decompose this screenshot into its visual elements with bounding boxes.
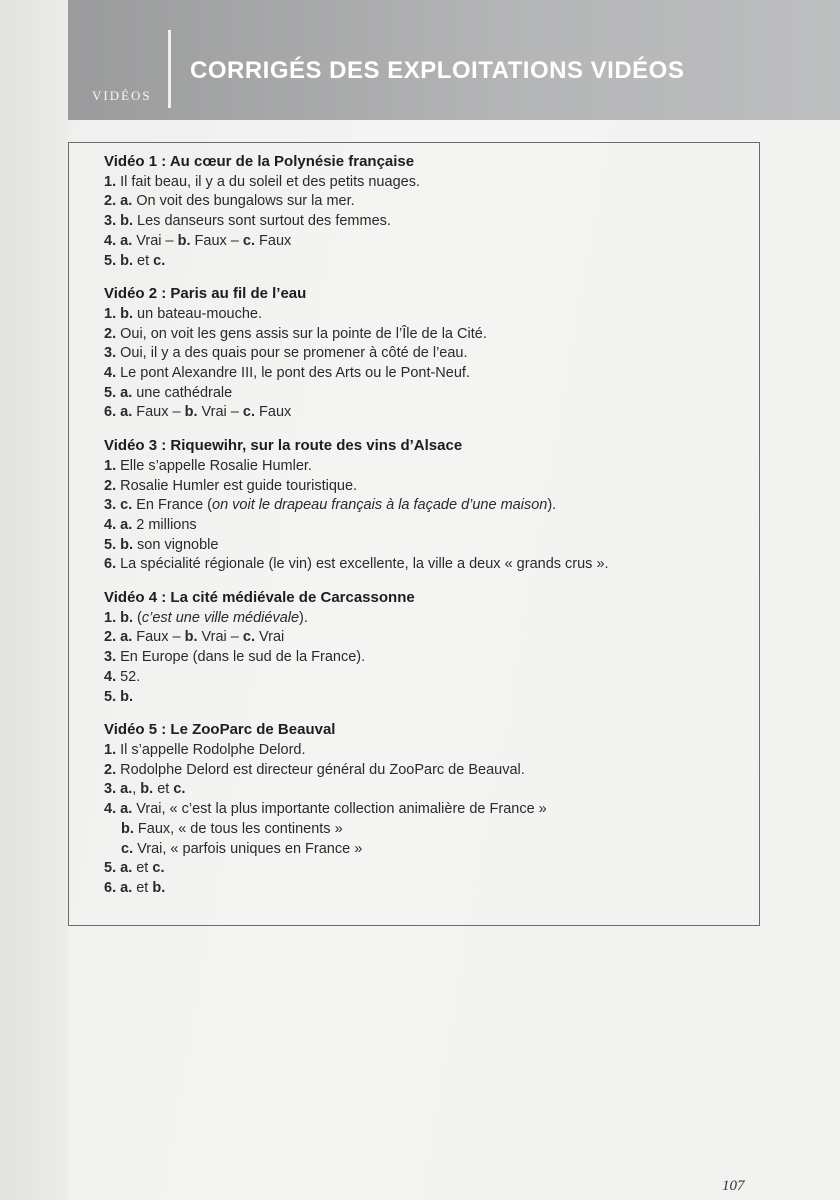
- answer-text: Il s’appelle Rodolphe Delord.: [116, 741, 306, 758]
- answer-marker: b.: [184, 404, 198, 421]
- answer-marker: 5.: [104, 536, 117, 553]
- answer-marker: b.: [120, 609, 134, 626]
- answer-marker: 1.: [104, 305, 117, 322]
- answer-marker: c.: [242, 232, 255, 249]
- answer-text: Vrai –: [197, 404, 243, 421]
- answer-text: Faux –: [190, 232, 243, 249]
- section-title: Vidéo 1 : Au cœur de la Polynésie française: [104, 153, 415, 170]
- answer-line: [104, 688, 744, 708]
- answer-text: On voit des bungalows sur la mer.: [132, 193, 355, 210]
- answer-text: Oui, il y a des quais pour se promener à côté de l’eau.: [116, 345, 468, 362]
- answer-text: Rodolphe Delord est directeur général du ZooParc de Beauval.: [116, 761, 525, 778]
- answer-line: [104, 820, 744, 840]
- answer-marker: b.: [177, 232, 191, 249]
- answer-line: [104, 741, 744, 761]
- answer-line: [104, 879, 744, 899]
- answer-line: [104, 555, 744, 575]
- answer-line: [104, 305, 744, 325]
- answer-line: [104, 384, 744, 404]
- answer-marker: 5.: [104, 688, 117, 705]
- page-number: 107: [722, 1178, 745, 1194]
- answer-text: En France (: [132, 497, 212, 514]
- answer-marker: 1.: [104, 457, 117, 474]
- answer-marker: 3.: [104, 497, 117, 514]
- answer-marker: 6.: [104, 404, 117, 421]
- answer-line: [104, 457, 744, 477]
- answer-marker: b.: [120, 688, 134, 705]
- video-section-3: [104, 436, 744, 575]
- answer-marker: 3.: [104, 649, 117, 666]
- answer-marker: b.: [120, 536, 134, 553]
- answer-marker: 4.: [104, 516, 117, 533]
- answer-text: Vrai, « c’est la plus importante collection animalière de France »: [132, 801, 547, 818]
- answer-text: La spécialité régionale (le vin) est excellente, la ville a deux « grands crus ».: [116, 556, 609, 573]
- page-margin-strip: [0, 0, 68, 1200]
- answer-text: et: [153, 781, 174, 798]
- answer-line: [104, 232, 744, 252]
- answer-text: Il fait beau, il y a du soleil et des petits nuages.: [116, 173, 420, 190]
- answer-text: Vrai: [255, 629, 285, 646]
- answer-text: Faux –: [132, 629, 185, 646]
- answer-text: Vrai –: [132, 232, 178, 249]
- answer-marker: 5.: [104, 252, 117, 269]
- answer-line: [104, 609, 744, 629]
- answer-marker: b.: [121, 820, 134, 837]
- answer-line: [104, 212, 744, 232]
- answer-line: [104, 800, 744, 820]
- header-divider: [168, 30, 171, 108]
- answer-text: ).: [547, 497, 557, 514]
- answer-marker: 2.: [104, 629, 117, 646]
- answer-text: son vignoble: [133, 536, 219, 553]
- answer-marker: c.: [152, 860, 165, 877]
- answer-text: Faux: [255, 232, 292, 249]
- section-tag: VIDÉOS: [92, 88, 152, 103]
- answer-line: [104, 477, 744, 497]
- answer-marker: a.: [120, 384, 133, 401]
- section-title: Vidéo 4 : La cité médiévale de Carcassonne: [104, 589, 415, 607]
- answer-text: 52.: [116, 668, 141, 685]
- answer-marker: 4.: [104, 801, 117, 818]
- answer-marker: 6.: [104, 556, 117, 573]
- answer-text: un bateau-mouche.: [133, 305, 262, 322]
- answer-text: ).: [299, 609, 308, 626]
- answer-text: Vrai, « parfois uniques en France »: [133, 840, 363, 857]
- answer-line: [104, 403, 744, 423]
- video-section-5: [104, 720, 744, 898]
- answer-marker: 5.: [104, 384, 117, 401]
- answer-marker: a.: [120, 516, 133, 533]
- answer-text: Faux –: [132, 404, 185, 421]
- answer-marker: b.: [140, 781, 154, 798]
- answer-text: une cathédrale: [132, 384, 233, 401]
- section-title: Vidéo 3 : Riquewihr, sur la route des vins d’Alsace: [104, 437, 463, 455]
- answer-marker: 2.: [104, 761, 117, 778]
- answer-marker: 1.: [104, 741, 117, 758]
- answer-marker: 3.: [104, 345, 117, 362]
- answer-marker: 2.: [104, 477, 117, 494]
- section-title: Vidéo 2 : Paris au fil de l’eau: [104, 285, 307, 303]
- answer-marker: b.: [120, 305, 134, 322]
- answer-marker: c.: [120, 497, 133, 514]
- answer-line: [104, 648, 744, 668]
- answer-text: Elle s’appelle Rosalie Humler.: [116, 457, 312, 474]
- answer-marker: 3.: [104, 213, 117, 230]
- answer-text: Les danseurs sont surtout des femmes.: [133, 213, 391, 230]
- answer-marker: b.: [120, 213, 134, 230]
- answer-text: on voit le drapeau français à la façade d’une maison: [212, 497, 548, 514]
- answer-marker: b.: [120, 252, 134, 269]
- answer-line: [104, 344, 744, 364]
- answer-marker: a.: [120, 232, 133, 249]
- answer-text: Rosalie Humler est guide touristique.: [116, 477, 358, 494]
- answer-text: 2 millions: [132, 516, 197, 533]
- answer-marker: 6.: [104, 879, 117, 896]
- answer-line: [104, 668, 744, 688]
- answer-marker: 4.: [104, 365, 117, 382]
- answer-marker: a.: [120, 879, 133, 896]
- answer-line: [104, 496, 744, 516]
- answer-line: [104, 761, 744, 781]
- video-section-4: [104, 588, 744, 707]
- answers-content: [104, 152, 744, 912]
- video-section-1: [104, 152, 744, 271]
- answer-marker: c.: [242, 404, 255, 421]
- answer-marker: a.: [120, 404, 133, 421]
- answer-marker: c.: [242, 629, 255, 646]
- answer-line: [104, 859, 744, 879]
- answer-line: [104, 192, 744, 212]
- answer-marker: c.: [173, 781, 186, 798]
- answer-text: Le pont Alexandre III, le pont des Arts ou le Pont-Neuf.: [116, 365, 470, 382]
- answer-text: Vrai –: [197, 629, 243, 646]
- answer-text: Faux, « de tous les continents »: [133, 820, 343, 837]
- answer-line: [104, 628, 744, 648]
- answer-marker: c.: [153, 252, 166, 269]
- answer-line: [104, 536, 744, 556]
- answer-marker: b.: [184, 629, 198, 646]
- answer-marker: 2.: [104, 193, 117, 210]
- answer-marker: 2.: [104, 325, 117, 342]
- answer-text: Faux: [255, 404, 292, 421]
- answer-marker: a.: [120, 860, 133, 877]
- answer-text: c’est une ville médiévale: [141, 609, 300, 626]
- answer-text: Oui, on voit les gens assis sur la pointe de l’Île de la Cité.: [116, 325, 487, 342]
- section-title: Vidéo 5 : Le ZooParc de Beauval: [104, 721, 336, 739]
- answer-text: et: [133, 252, 154, 269]
- answer-line: [104, 840, 744, 860]
- answer-text: et: [132, 879, 153, 896]
- answer-marker: 1.: [104, 609, 117, 626]
- answer-marker: 1.: [104, 173, 117, 190]
- answer-text: et: [132, 860, 153, 877]
- answer-marker: 5.: [104, 860, 117, 877]
- answer-line: [104, 780, 744, 800]
- answer-marker: b.: [152, 879, 166, 896]
- answer-marker: 4.: [104, 668, 117, 685]
- answer-line: [104, 252, 744, 272]
- answer-line: [104, 364, 744, 384]
- answer-marker: a.: [120, 193, 133, 210]
- answer-marker: a.: [120, 629, 133, 646]
- answer-marker: 4.: [104, 232, 117, 249]
- video-section-2: [104, 284, 744, 423]
- answer-line: [104, 516, 744, 536]
- answer-marker: a.: [120, 781, 133, 798]
- answer-text: En Europe (dans le sud de la France).: [116, 649, 366, 666]
- answer-text: (: [133, 609, 142, 626]
- answer-line: [104, 325, 744, 345]
- page-title: CORRIGÉS DES EXPLOITATIONS VIDÉOS: [190, 57, 685, 84]
- answer-marker: 3.: [104, 781, 117, 798]
- answer-line: [104, 173, 744, 193]
- answer-marker: c.: [121, 840, 134, 857]
- answer-text: ,: [132, 781, 141, 798]
- answer-marker: a.: [120, 801, 133, 818]
